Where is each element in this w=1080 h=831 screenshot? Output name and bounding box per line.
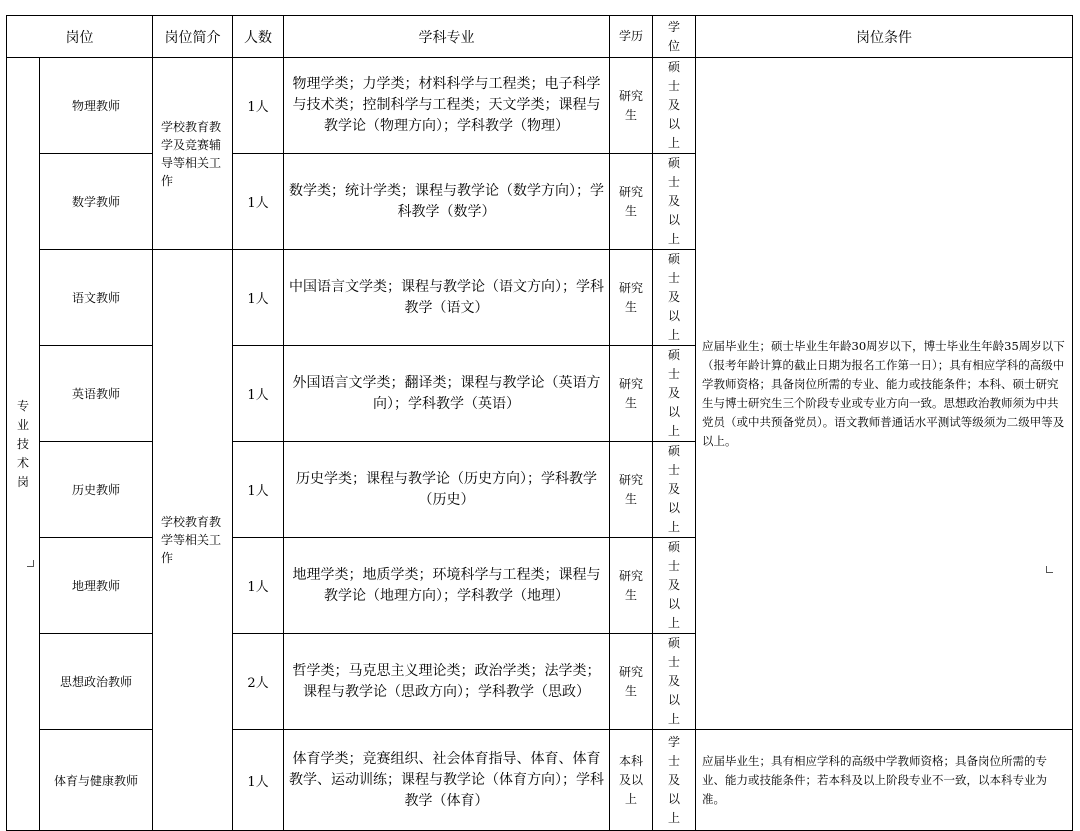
degree-cell: 硕士及以上: [653, 154, 696, 250]
header-education: 学历: [610, 16, 653, 58]
count-cell: 1人: [233, 58, 284, 154]
education-cell: 研究生: [610, 154, 653, 250]
conditions-cell: 应届毕业生；具有相应学科的高级中学教师资格；具备岗位所需的专业、能力或技能条件；若本科及以上阶段专业不一致，以本科专业为准。: [696, 730, 1073, 831]
education-cell: 本科及以上: [610, 730, 653, 831]
position-cell: 地理教师: [40, 538, 153, 634]
degree-cell: 硕士及以上: [653, 250, 696, 346]
conditions-cell: 应届毕业生；硕士毕业生年龄30周岁以下，博士毕业生年龄35周岁以下（报考年龄计算的截止日期为报名工作第一日）；具有相应学科的高级中学教师资格；具备岗位所需的专业、能力或技能条件；本科、硕士研究生与博士研究生三个阶段专业或专业方向一致。思想政治教师须为中共党员（或中共预备党员）。语文教师普通话水平测试等级须为二级甲等及以上。: [696, 58, 1073, 730]
position-cell: 语文教师: [40, 250, 153, 346]
education-cell: 研究生: [610, 538, 653, 634]
degree-cell: 学士及以上: [653, 730, 696, 831]
header-intro: 岗位简介: [153, 16, 233, 58]
degree-cell: 硕士及以上: [653, 538, 696, 634]
position-cell: 英语教师: [40, 346, 153, 442]
position-cell: 思想政治教师: [40, 634, 153, 730]
degree-cell: 硕士及以上: [653, 442, 696, 538]
table-row: [7, 58, 1073, 154]
crop-mark-left: [27, 560, 34, 567]
count-cell: 1人: [233, 154, 284, 250]
position-cell: 历史教师: [40, 442, 153, 538]
education-cell: 研究生: [610, 346, 653, 442]
education-cell: 研究生: [610, 58, 653, 154]
crop-mark-right: [1046, 566, 1053, 573]
header-major: 学科专业: [284, 16, 610, 58]
major-cell: 体育学类；竞赛组织、社会体育指导、体育、体育教学、运动训练；课程与教学论（体育方向）；学科教学（体育）: [284, 730, 610, 831]
count-cell: 2人: [233, 634, 284, 730]
header-position: 岗位: [7, 16, 153, 58]
category-cell: 专业技术岗: [7, 58, 40, 831]
position-cell: 数学教师: [40, 154, 153, 250]
major-cell: 历史学类；课程与教学论（历史方向）；学科教学（历史）: [284, 442, 610, 538]
header-row: [7, 16, 1073, 58]
header-conditions: 岗位条件: [696, 16, 1073, 58]
count-cell: 1人: [233, 250, 284, 346]
major-cell: 物理学类；力学类；材料科学与工程类；电子科学与技术类；控制科学与工程类；天文学类；课程与教学论（物理方向）；学科教学（物理）: [284, 58, 610, 154]
count-cell: 1人: [233, 442, 284, 538]
position-cell: 体育与健康教师: [40, 730, 153, 831]
intro-cell: 学校教育教学及竞赛辅导等相关工作: [153, 58, 233, 250]
education-cell: 研究生: [610, 250, 653, 346]
degree-cell: 硕士及以上: [653, 346, 696, 442]
major-cell: 数学类；统计学类；课程与教学论（数学方向）；学科教学（数学）: [284, 154, 610, 250]
count-cell: 1人: [233, 730, 284, 831]
degree-cell: 硕士及以上: [653, 634, 696, 730]
count-cell: 1人: [233, 346, 284, 442]
position-cell: 物理教师: [40, 58, 153, 154]
header-degree: 学位: [653, 16, 696, 58]
intro-cell: 学校教育教学等相关工作: [153, 250, 233, 831]
education-cell: 研究生: [610, 442, 653, 538]
major-cell: 地理学类；地质学类；环境科学与工程类；课程与教学论（地理方向）；学科教学（地理）: [284, 538, 610, 634]
major-cell: 外国语言文学类；翻译类；课程与教学论（英语方向）；学科教学（英语）: [284, 346, 610, 442]
major-cell: 中国语言文学类；课程与教学论（语文方向）；学科教学（语文）: [284, 250, 610, 346]
recruitment-table: [6, 15, 1073, 831]
education-cell: 研究生: [610, 634, 653, 730]
major-cell: 哲学类；马克思主义理论类；政治学类；法学类；课程与教学论（思政方向）；学科教学（思政）: [284, 634, 610, 730]
header-count: 人数: [233, 16, 284, 58]
count-cell: 1人: [233, 538, 284, 634]
degree-cell: 硕士及以上: [653, 58, 696, 154]
